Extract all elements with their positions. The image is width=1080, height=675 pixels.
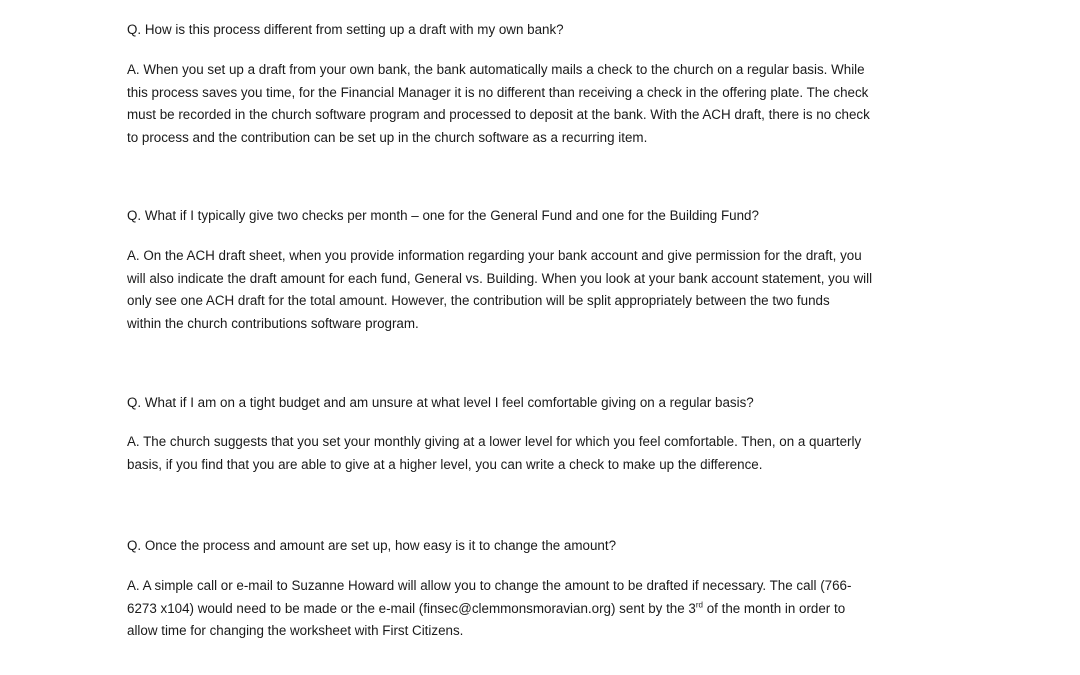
faq-answer xyxy=(127,575,957,643)
answer-line: A. The church suggests that you set your monthly giving at a lower level for which you feel comfortable. Then, on a quarterly xyxy=(127,434,862,449)
answer-line: A. On the ACH draft sheet, when you provide information regarding your bank account and give permission for the draft, you xyxy=(127,248,862,263)
answer-line: to process and the contribution can be set up in the church software as a recurring item. xyxy=(127,129,648,145)
answer-line: must be recorded in the church software program and processed to deposit at the bank. With the ACH draft, there is no check xyxy=(127,107,870,122)
faq-item-3 xyxy=(127,392,957,472)
answer-line: only see one ACH draft for the total amount. However, the contribution will be split appropriately between the two funds xyxy=(127,293,830,308)
faq-question: Q. How is this process different from setting up a draft with my own bank? xyxy=(127,22,564,37)
answer-line: A. A simple call or e-mail to Suzanne Howard will allow you to change the amount to be drafted if necessary. The call (766- xyxy=(127,578,852,593)
faq-question: Q. What if I typically give two checks per month – one for the General Fund and one for the Building Fund? xyxy=(127,208,759,223)
answer-line: A. When you set up a draft from your own bank, the bank automatically mails a check to the church on a regular basis. While xyxy=(127,62,865,77)
faq-item-1 xyxy=(127,19,957,145)
faq-answer xyxy=(127,431,957,476)
ordinal-suffix: rd xyxy=(695,600,703,610)
answer-line-end: of the month in order to xyxy=(702,600,846,616)
answer-line: allow time for changing the worksheet with First Citizens. xyxy=(127,623,464,638)
faq-item-4 xyxy=(127,535,957,638)
faq-answer xyxy=(127,245,957,335)
faq-answer xyxy=(127,59,957,149)
answer-line: this process saves you time, for the Financial Manager it is no different than receiving a check in the offering plate. The check xyxy=(127,84,869,100)
answer-line xyxy=(127,598,957,621)
answer-line: will also indicate the draft amount for each fund, General vs. Building. When you look at your bank account statement, you will xyxy=(127,270,873,286)
faq-question: Q. What if I am on a tight budget and am unsure at what level I feel comfortable giving on a regular basis? xyxy=(127,395,754,410)
faq-question: Q. Once the process and amount are set up, how easy is it to change the amount? xyxy=(127,538,617,553)
faq-item-2 xyxy=(127,205,957,331)
answer-line: basis, if you find that you are able to give at a higher level, you can write a check to make up the difference. xyxy=(127,456,763,472)
answer-line: within the church contributions software program. xyxy=(127,315,419,331)
answer-line-start: 6273 x104) would need to be made or the e-mail (finsec@clemmonsmoravian.org) sent by the 3 xyxy=(127,600,696,616)
